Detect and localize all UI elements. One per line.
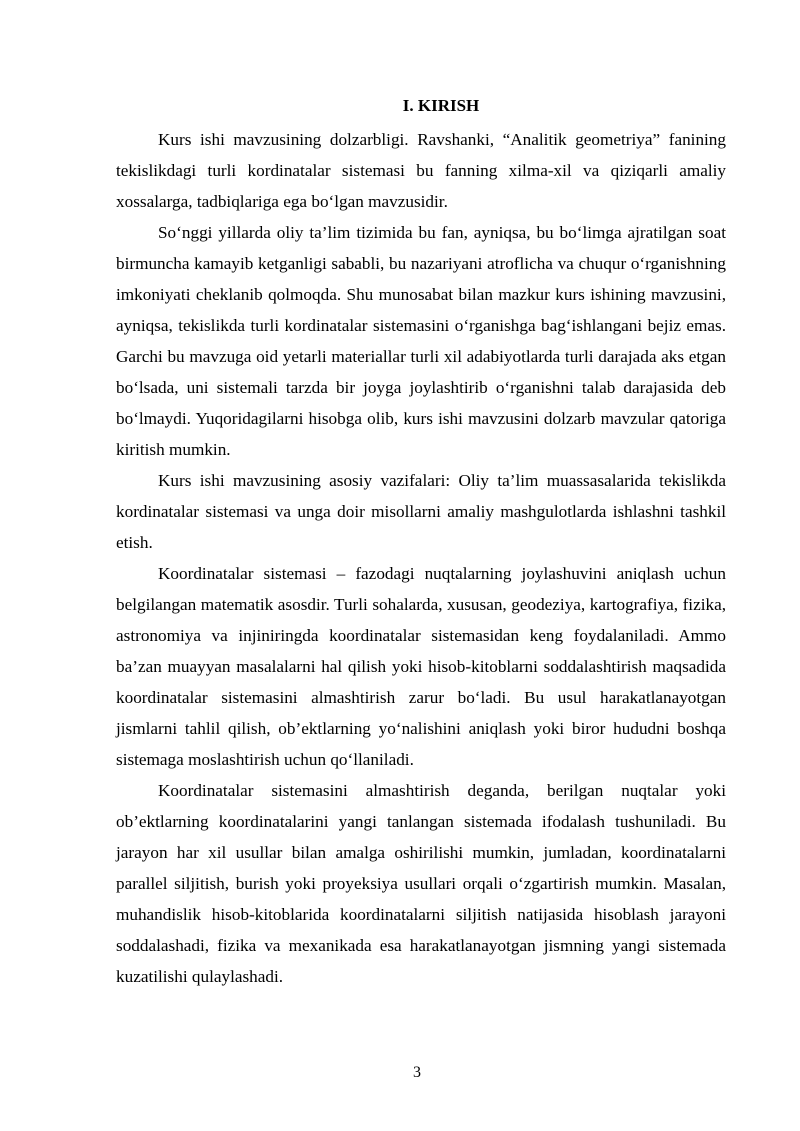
paragraph-objectives: Kurs ishi mavzusining asosiy vazifalari: Oliy ta’lim muassasalarida tekislikda kordinatalar sistemasi va unga doir misollarni amaliy mashgulotlarda ishlashni tashkil etish. [116, 471, 726, 552]
paragraph-relevance: Kurs ishi mavzusining dolzarbligi. Ravshanki, “Analitik geometriya” fanining tekislikdagi turli kordinatalar sistemasi bu fanning xilma-xil va qiziqarli amaliy xossalarga, tadbiqlariga ega bo‘lgan mavzusidir. [116, 130, 726, 211]
page-number: 3 [413, 1064, 421, 1081]
paragraph-background: So‘nggi yillarda oliy ta’lim tizimida bu fan, ayniqsa, bu bo‘limga ajratilgan soat birmuncha kamayib ketganligi sababli, bu nazariyani atroflicha va chuqur o‘rganishning imkoniyati cheklanib qolmoqda. Shu munosabat bilan mazkur kurs ishining mavzusini, ayniqsa, tekislikda turli kordinatalar sistemasini o‘rganishga bag‘ishlangani bejiz emas. Garchi bu mavzuga oid yetarli materiallar turli xil adabiyotlarda turli darajada aks etgan bo‘lsada, uni sistemali tarzda bir joyga joylashtirib o‘rganishni talab darajasida deb bo‘lmaydi. Yuqoridagilarni hisobga olib, kurs ishi mavzusini dolzarb mavzular qatoriga kiritish mumkin. [116, 223, 726, 459]
section-title: I. KIRISH [402, 96, 480, 115]
paragraph-coordinate-systems: Koordinatalar sistemasi – fazodagi nuqtalarning joylashuvini aniqlash uchun belgilangan matematik asosdir. Turli sohalarda, xususan, geodeziya, kartografiya, fizika, astronomiya va injiniringda koordinatalar sistemasidan keng foydalaniladi. Ammo ba’zan muayyan masalalarni hal qilish yoki hisob-kitoblarni soddalashtirish maqsadida koordinatalar sistemasini almashtirish zarur bo‘ladi. Bu usul harakatlanayotgan jismlarni tahlil qilish, ob’ektlarning yo‘nalishini aniqlash yoki biror hududni boshqa sistemaga moslashtirish uchun qo‘llaniladi. [116, 564, 726, 769]
document-page [116, 96, 726, 992]
paragraph-transformation: Koordinatalar sistemasini almashtirish deganda, berilgan nuqtalar yoki ob’ektlarning koordinatalarini yangi tanlangan sistemada ifodalash tushuniladi. Bu jarayon har xil usullar bilan amalga oshirilishi mumkin, jumladan, koordinatalarni parallel siljitish, burish yoki proyeksiya usullari orqali o‘zgartirish mumkin. Masalan, muhandislik hisob-kitoblarida koordinatalarni siljitish natijasida hisoblash jarayoni soddalashadi, fizika va mexanikada esa harakatlanayotgan jismning yangi sistemada kuzatilishi qulaylashadi. [116, 781, 726, 986]
